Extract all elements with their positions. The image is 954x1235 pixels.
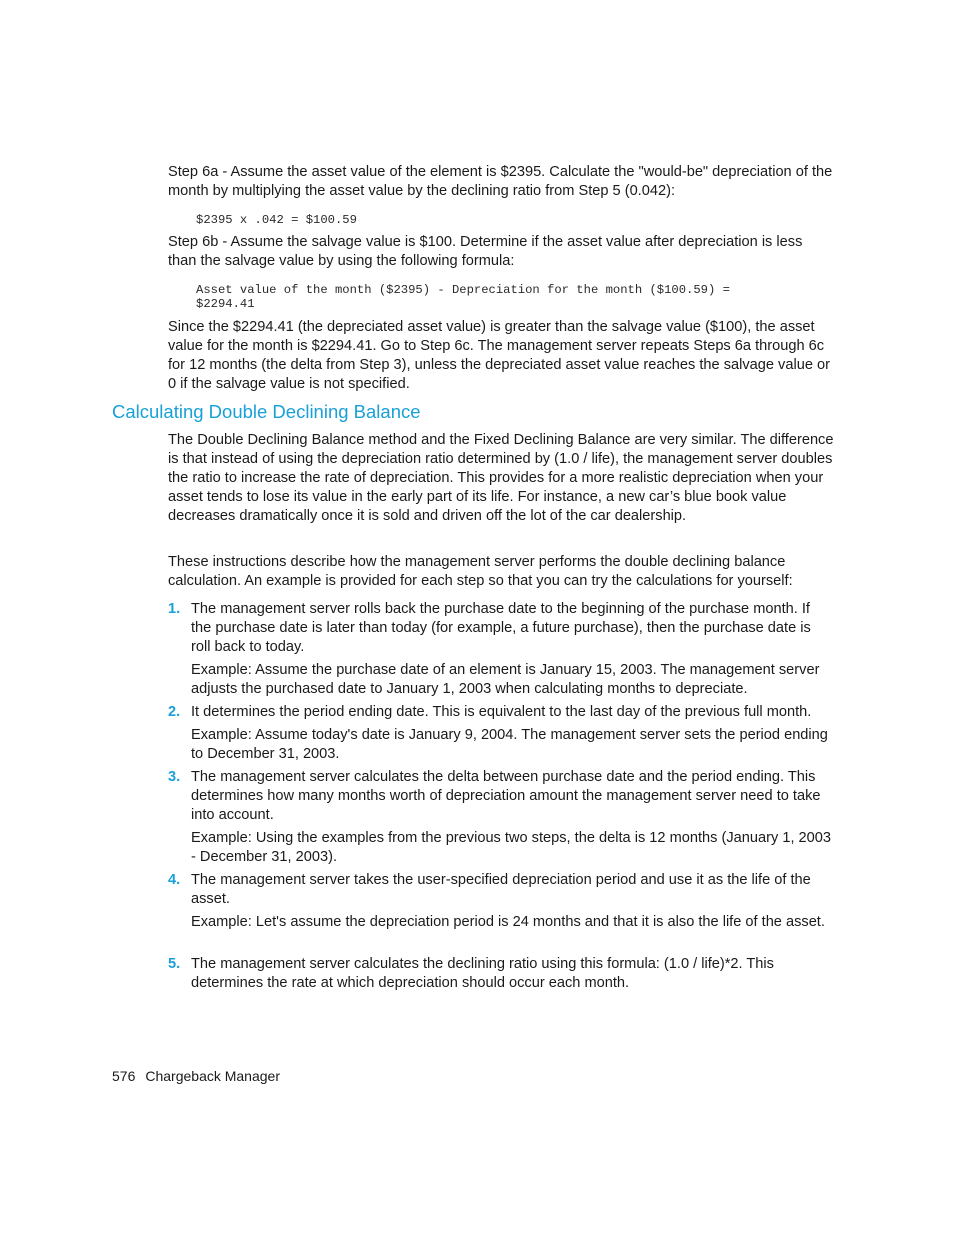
step-example: Example: Let's assume the depreciation period is 24 months and that it is also the life of the asset.	[191, 914, 825, 930]
step-text: The management server calculates the delta between purchase date and the period ending. This determines how many months worth of depreciation amount the management server need to take into account.	[191, 769, 821, 823]
step-example: Example: Using the examples from the previous two steps, the delta is 12 months (January 1, 2003 - December 31, 2003).	[191, 830, 832, 865]
step-6a-paragraph: Step 6a - Assume the asset value of the element is $2395. Calculate the "would-be" depreciation of the month by multiplying the asset value by the declining ratio from Step 5 (0.042):	[168, 164, 833, 199]
step-number: 2.	[168, 704, 181, 720]
step-text: It determines the period ending date. This is equivalent to the last day of the previous full month.	[191, 704, 812, 720]
section-heading: Calculating Double Declining Balance	[112, 401, 421, 422]
section-intro-paragraph: The Double Declining Balance method and the Fixed Declining Balance are very similar. The difference is that instead of using the depreciation ratio determined by (1.0 / life), the management server doubles the ratio to increase the rate of depreciation. This provides for a more realistic depreciation when your asset tends to lose its value in the early part of its life. For instance, a new car’s blue book value decreases dramatically once it is sold and driven off the lot of the car dealership.	[168, 432, 834, 524]
step-text: The management server calculates the declining ratio using this formula: (1.0 / life)*2. This determines the rate at which depreciation should occur each month.	[191, 956, 774, 991]
code-example-multiplication: $2395 x .042 = $100.59	[196, 213, 357, 227]
step-6b-paragraph: Step 6b - Assume the salvage value is $100. Determine if the asset value after depreciation is less than the salvage value by using the following formula:	[168, 234, 803, 269]
step-number: 1.	[168, 601, 181, 617]
step-example: Example: Assume today's date is January 9, 2004. The management server sets the period ending to December 31, 2003.	[191, 727, 828, 762]
step-example: Example: Assume the purchase date of an element is January 15, 2003. The management server adjusts the purchased date to January 1, 2003 when calculating months to depreciate.	[191, 662, 820, 697]
page-number: 576	[112, 1068, 136, 1084]
code-example-formula: Asset value of the month ($2395) - Depreciation for the month ($100.59) = $2294.41	[196, 283, 730, 311]
step-text: The management server rolls back the purchase date to the beginning of the purchase month. If the purchase date is later than today (for example, a future purchase), then the purchase date is roll back to today.	[191, 601, 811, 655]
step-number: 4.	[168, 872, 181, 888]
step-number: 5.	[168, 956, 181, 972]
instructions-paragraph: These instructions describe how the management server performs the double declining balance calculation. An example is provided for each step so that you can try the calculations for yourself:	[168, 554, 793, 589]
book-title: Chargeback Manager	[145, 1068, 280, 1084]
page-footer	[112, 1067, 290, 1085]
step-number: 3.	[168, 769, 181, 785]
step-text: The management server takes the user-specified depreciation period and use it as the life of the asset.	[191, 872, 811, 907]
since-paragraph: Since the $2294.41 (the depreciated asset value) is greater than the salvage value ($100), the asset value for the month is $2294.41. Go to Step 6c. The management server repeats Steps 6a through 6c for 12 months (the delta from Step 3), unless the depreciated asset value reaches the salvage value or 0 if the salvage value is not specified.	[168, 319, 830, 392]
